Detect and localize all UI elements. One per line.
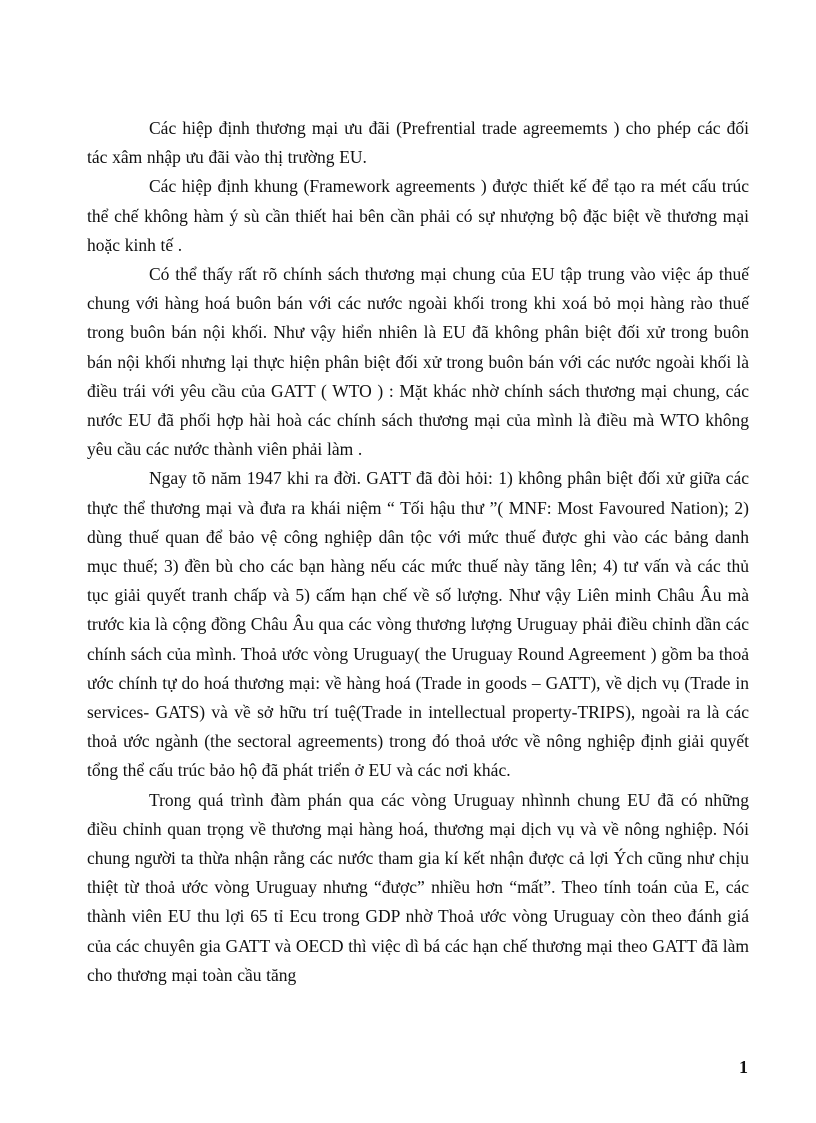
paragraph-framework-agreements: Các hiệp định khung (Framework agreements ) được thiết kế để tạo ra mét cấu trúc thể chế không hàm ý sù cần thiết hai bên cần phải có sự nhượng bộ đặc biệt về thương mại hoặc kinh tế . — [87, 176, 749, 255]
paragraph-common-trade-policy: Có thể thấy rất rõ chính sách thương mại chung của EU tập trung vào việc áp thuế chung với hàng hoá buôn bán với các nước ngoài khối trong khi xoá bỏ mọi hàng rào thuế trong buôn bán nội khối. Như vậy hiển nhiên là EU đã không phân biệt đối xử trong buôn bán nội khối nhưng lại thực hiện phân biệt đối xử trong buôn bán với các nước ngoài khối là điều trái với yêu cầu của GATT ( WTO ) : Mặt khác nhờ chính sách thương mại chung, các nước EU đã phối hợp hài hoà các chính sách thương mại của mình là điều mà WTO không yêu cầu các nước thành viên phải làm . — [87, 264, 749, 460]
paragraph-gatt-requirements: Ngay tõ năm 1947 khi ra đời. GATT đã đòi hỏi: 1) không phân biệt đối xử giữa các thực thể thương mại và đưa ra khái niệm “ Tối hậu thư ”( MNF: Most Favoured Nation); 2) dùng thuế quan để bảo vệ công nghiệp dân tộc với mức thuế được ghi vào các bảng danh mục thuế; 3) đền bù cho các bạn hàng nếu các mức thuế này tăng lên; 4) tư vấn và các thủ tục giải quyết tranh chấp và 5) cấm hạn chế về số lượng. Như vậy Liên minh Châu Âu mà trước kia là cộng đồng Châu Âu qua các vòng thương lượng Uruguay phải điều chỉnh dần các chính sách của mình. Thoả ước vòng Uruguay( the Uruguay Round Agreement ) gồm ba thoả ước chính tự do hoá thương mại: về hàng hoá (Trade in goods – GATT), về dịch vụ (Trade in services- GATS) và về sở hữu trí tuệ(Trade in intellectual property-TRIPS), ngoài ra là các thoả ước ngành (the sectoral agreements) trong đó thoả ước về nông nghiệp định giải quyết tổng thể cấu trúc bảo hộ đã phát triển ở EU và các nơi khác. — [87, 468, 749, 781]
paragraph-preferential-agreements: Các hiệp định thương mại ưu đãi (Prefrential trade agreememts ) cho phép các đối tác xâm nhập ưu đãi vào thị trường EU. — [87, 118, 749, 168]
page-number: 1 — [739, 1057, 748, 1077]
paragraph-uruguay-negotiations: Trong quá trình đàm phán qua các vòng Uruguay nhìnnh chung EU đã có những điều chỉnh quan trọng về thương mại hàng hoá, thương mại dịch vụ và về nông nghiệp. Nói chung người ta thừa nhận rằng các nước tham gia kí kết nhận được cả lợi Ých cũng như chịu thiệt từ thoả ước vòng Uruguay nhưng “được” nhiều hơn “mất”. Theo tính toán của E, các thành viên EU thu lợi 65 tỉ Ecu trong GDP nhờ Thoả ước vòng Uruguay còn theo đánh giá của các chuyên gia GATT và OECD thì việc dì bá các hạn chế thương mại theo GATT đã làm cho thương mại toàn cầu tăng — [87, 789, 749, 985]
document-body — [87, 114, 749, 990]
